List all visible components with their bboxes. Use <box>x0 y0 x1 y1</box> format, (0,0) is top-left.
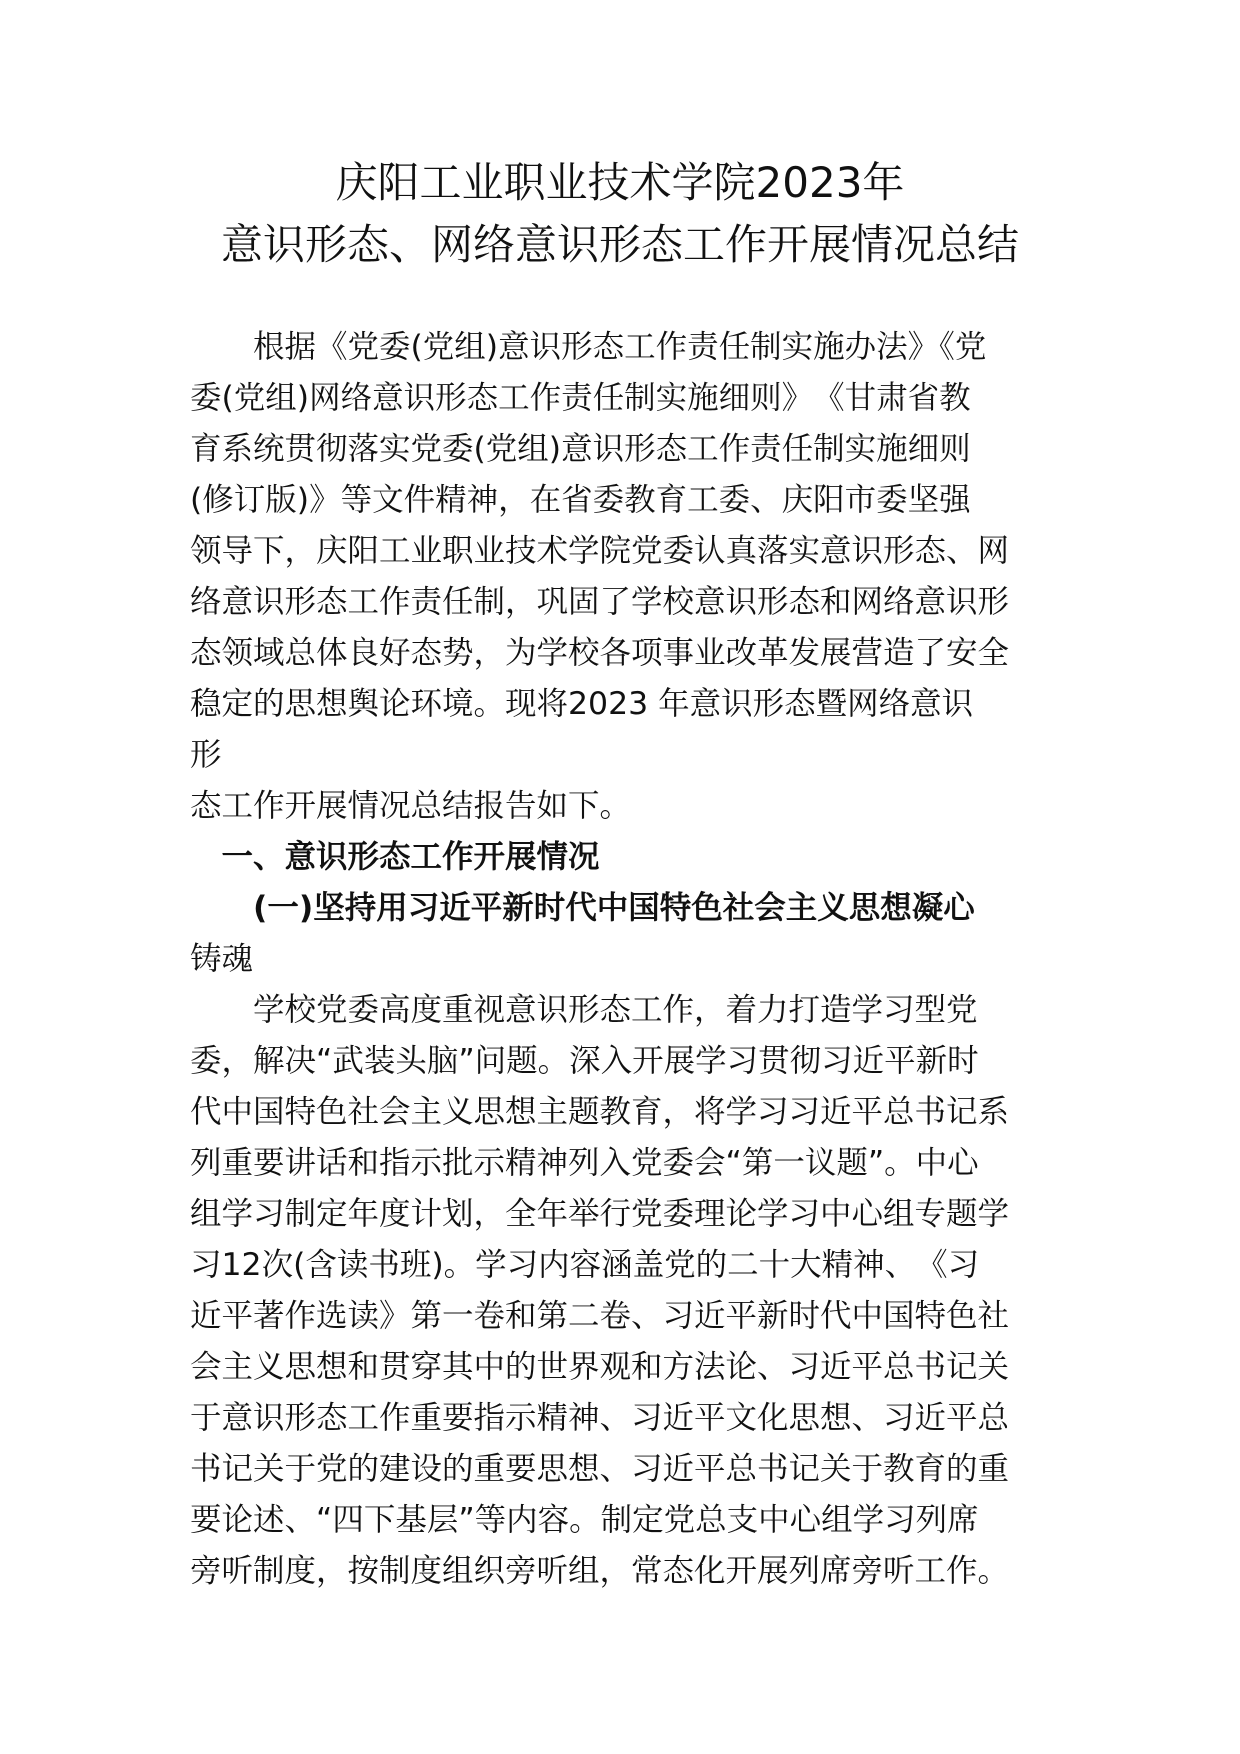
body-line: 代中国特色社会主义思想主题教育，将学习习近平总书记系 <box>190 1094 1010 1130</box>
body-line: 根据《党委(党组)意识形态工作责任制实施办法》《党 <box>190 329 987 365</box>
body-line: 态工作开展情况总结报告如下。 <box>190 788 632 824</box>
title-line-2: 意识形态、网络意识形态工作开展情况总结 <box>220 220 1019 269</box>
body-line: (修订版)》等文件精神，在省委教育工委、庆阳市委坚强 <box>190 482 971 518</box>
body-line: 书记关于党的建设的重要思想、习近平总书记关于教育的重 <box>190 1451 1010 1487</box>
body-line: 列重要讲话和指示批示精神列入党委会“第一议题”。中心 <box>190 1145 979 1181</box>
subsection-heading: (一)坚持用习近平新时代中国特色社会主义思想凝心 <box>190 890 975 926</box>
body-line: 要论述、“四下基层”等内容。制定党总支中心组学习列席 <box>190 1502 979 1538</box>
subsection-heading-continuation: 铸魂 <box>190 941 254 977</box>
body-line: 近平著作选读》第一卷和第二卷、习近平新时代中国特色社 <box>190 1298 1010 1334</box>
body-line: 形 <box>190 737 222 773</box>
section-heading: 一、意识形态工作开展情况 <box>190 839 600 875</box>
body-line: 络意识形态工作责任制，巩固了学校意识形态和网络意识形 <box>190 584 1010 620</box>
body-line: 委(党组)网络意识形态工作责任制实施细则》 《甘肃省教 <box>190 380 971 416</box>
body-line: 育系统贯彻落实党委(党组)意识形态工作责任制实施细则 <box>190 431 971 467</box>
body-line: 态领域总体良好态势，为学校各项事业改革发展营造了安全 <box>190 635 1010 671</box>
body-line: 学校党委高度重视意识形态工作，着力打造学习型党 <box>190 992 978 1028</box>
title-line-1: 庆阳工业职业技术学院2023年 <box>335 158 905 207</box>
body-line: 旁听制度，按制度组织旁听组，常态化开展列席旁听工作。 <box>190 1553 1010 1589</box>
body-line: 习12次(含读书班)。学习内容涵盖党的二十大精神、 《习 <box>190 1247 980 1283</box>
document-body <box>190 322 1050 1597</box>
body-line: 领导下，庆阳工业职业技术学院党委认真落实意识形态、网 <box>190 533 1010 569</box>
body-line: 会主义思想和贯穿其中的世界观和方法论、习近平总书记关 <box>190 1349 1010 1385</box>
body-line: 组学习制定年度计划，全年举行党委理论学习中心组专题学 <box>190 1196 1010 1232</box>
body-line: 委，解决“武装头脑”问题。深入开展学习贯彻习近平新时 <box>190 1043 979 1079</box>
body-line: 稳定的思想舆论环境。现将2023 年意识形态暨网络意识 <box>190 686 974 722</box>
body-line: 于意识形态工作重要指示精神、习近平文化思想、习近平总 <box>190 1400 1010 1436</box>
document-title <box>190 152 1050 276</box>
